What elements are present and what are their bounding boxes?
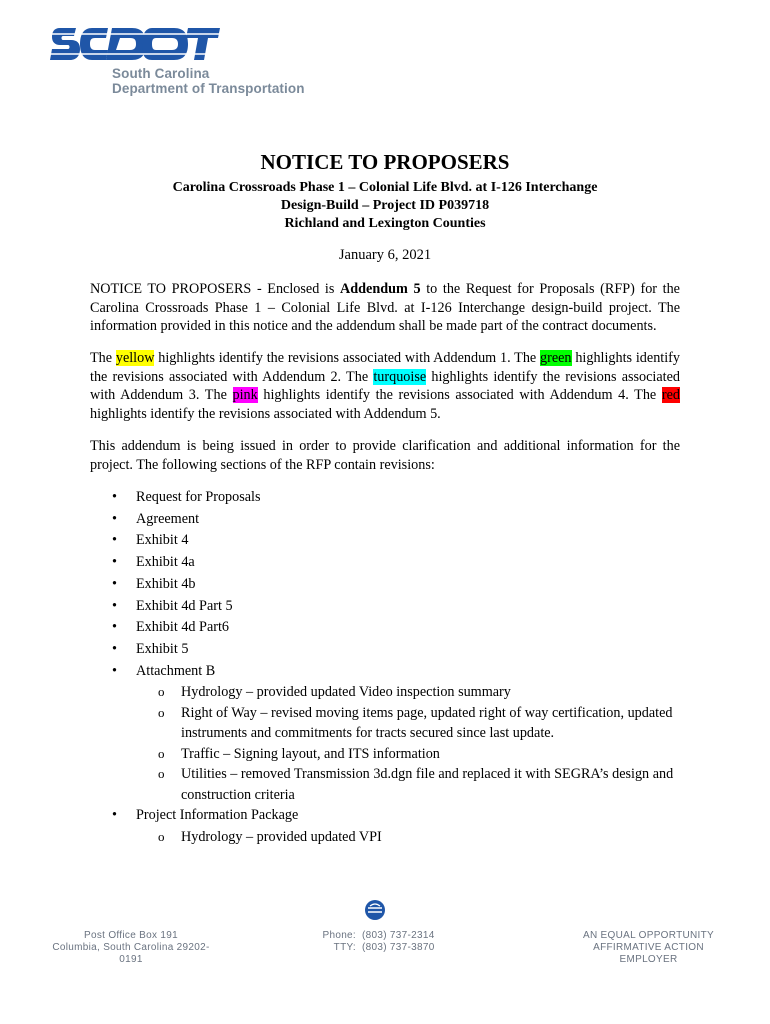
phone-label: Phone: [322, 930, 356, 941]
subtitle-project-id: Design-Build – Project ID P039718 [280, 198, 490, 213]
attachment-b-sublist [136, 682, 680, 805]
legend-text: The [90, 350, 116, 366]
intro-text-start: NOTICE TO PROPOSERS - Enclosed is [90, 281, 341, 297]
addendum-number: Addendum 5 [340, 281, 421, 297]
revised-sections-list [90, 487, 680, 848]
scdot-wordmark [50, 22, 220, 66]
tty-row [318, 942, 438, 954]
notice-date: January 6, 2021 [338, 247, 432, 263]
eeo-line-1: AN EQUAL OPPORTUNITY [582, 930, 715, 941]
green-highlight: green [540, 350, 572, 366]
legend-text: highlights identify the revisions associated with Addendum 1. The [154, 350, 541, 366]
legend-text: highlights identify the revisions associated with Addendum 2. The [90, 350, 680, 385]
pip-sublist [136, 827, 680, 848]
list-item-project-info-package [90, 805, 680, 847]
list-item: • Exhibit 4d Part6 [90, 617, 680, 639]
intro-paragraph [90, 280, 680, 336]
list-item: • Exhibit 4d Part 5 [90, 596, 680, 618]
list-item-label: Project Information Package [136, 807, 299, 824]
footer-address [46, 930, 216, 966]
subtitle-project: Carolina Crossroads Phase 1 – Colonial Life Blvd. at I-126 Interchange [172, 180, 598, 195]
subtitle-counties: Richland and Lexington Counties [284, 216, 486, 231]
sub-list-item: o Hydrology – provided updated Video inspection summary [136, 682, 680, 703]
list-item-label: Attachment B [136, 662, 216, 679]
scdot-logo [50, 22, 320, 102]
dept-line-2: Department of Transportation [112, 81, 305, 96]
list-item: • Request for Proposals [90, 487, 680, 509]
seal-icon [364, 899, 386, 921]
list-item: • Exhibit 4 [90, 530, 680, 552]
list-item-attachment-b [90, 661, 680, 806]
footer-eeo [566, 930, 731, 966]
purpose-paragraph: This addendum is being issued in order to provide clarification and additional information for the project. The following sections of the RFP contain revisions: [90, 438, 680, 473]
notice-title: NOTICE TO PROPOSERS [260, 150, 510, 174]
highlight-legend-paragraph [90, 349, 680, 423]
sub-list-item: o Traffic – Signing layout, and ITS information [136, 744, 680, 765]
address-line-2: Columbia, South Carolina 29202-0191 [52, 942, 210, 965]
list-item: • Exhibit 4b [90, 574, 680, 596]
list-item: • Exhibit 4a [90, 552, 680, 574]
yellow-highlight: yellow [115, 350, 155, 366]
legend-text: highlights identify the revisions associated with Addendum 4. The [257, 387, 662, 403]
red-highlight: red [661, 387, 680, 403]
dept-line-1: South Carolina [112, 66, 210, 81]
intro-text-end: to the Request for Proposals (RFP) for the Carolina Crossroads Phase 1 – Colonial Life Blvd. at I-126 Interchange design-build project. The information provided in this notice and the addendum shall be made part of the contract documents. [90, 281, 680, 334]
phone-row [318, 930, 438, 942]
legend-text: highlights identify the revisions associated with Addendum 5. [90, 405, 441, 422]
phone-number: (803) 737-2314 [362, 930, 435, 941]
tty-number: (803) 737-3870 [362, 942, 435, 953]
tty-label: TTY: [333, 942, 356, 953]
turquoise-highlight: turquoise [373, 368, 427, 385]
eeo-line-2: AFFIRMATIVE ACTION EMPLOYER [593, 942, 704, 965]
legend-text: highlights identify the revisions associated with Addendum 3. The [90, 368, 681, 403]
sub-list-item: o Hydrology – provided updated VPI [136, 827, 680, 848]
list-item: • Exhibit 5 [90, 639, 680, 661]
sub-list-item: o Right of Way – revised moving items page, updated right of way certification, updated instruments and commitments for tracts secured since last update. [136, 703, 680, 744]
project-subheading [0, 179, 770, 233]
footer-contact [318, 930, 438, 954]
sub-list-item: o Utilities – removed Transmission 3d.dgn file and replaced it with SEGRA’s design and construction criteria [136, 764, 680, 805]
address-line-1: Post Office Box 191 [84, 930, 178, 941]
list-item: • Agreement [90, 509, 680, 531]
pink-highlight: pink [232, 387, 258, 403]
department-name [112, 66, 305, 96]
